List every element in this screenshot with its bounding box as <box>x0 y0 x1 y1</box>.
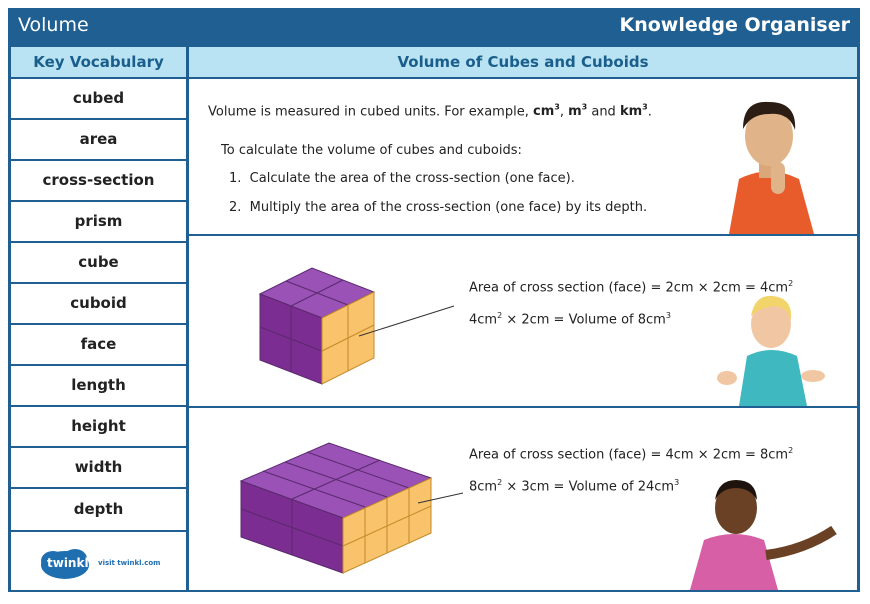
page-title: Volume <box>18 14 89 36</box>
logo-text: twinkl <box>47 556 89 570</box>
step-1: 1. Calculate the area of the cross-section (one face). <box>229 171 575 186</box>
cube-example-section <box>189 236 857 408</box>
example2-line2: $8cm^2 \times 3cm$ = Volume of $24cm^3$ <box>469 478 680 495</box>
presenting-boy-illustration <box>684 470 854 590</box>
vocabulary-heading: Key Vocabulary <box>11 47 186 79</box>
intro-section <box>189 79 857 236</box>
thinking-boy-illustration <box>709 84 829 234</box>
vocab-item-face: face <box>11 325 186 366</box>
intro-text: Volume is measured in cubed units. For example, $cm^3$, $m^3$ and $km^3$. <box>208 103 652 120</box>
title-bar <box>8 8 860 46</box>
vocab-item-width: width <box>11 448 186 489</box>
step-2: 2. Multiply the area of the cross-section (one face) by its depth. <box>229 200 648 215</box>
page-frame <box>8 8 860 592</box>
cuboid-example-section <box>189 408 857 590</box>
vocab-item-cubed: cubed <box>11 79 186 120</box>
vocab-item-prism: prism <box>11 202 186 243</box>
vocab-item-cross-section: cross-section <box>11 161 186 202</box>
twinkl-logo[interactable] <box>11 538 186 590</box>
example2-line1: Area of cross section (face) = $4cm \times 2cm = 8cm^2$ <box>469 446 794 463</box>
vocab-item-cube: cube <box>11 243 186 284</box>
section-heading: Volume of Cubes and Cuboids <box>189 47 857 79</box>
vocab-item-length: length <box>11 366 186 407</box>
vocabulary-sidebar <box>11 47 186 590</box>
calc-heading: To calculate the volume of cubes and cuboids: <box>221 143 522 158</box>
example1-line1: Area of cross section (face) = $2cm \times 2cm = 4cm^2$ <box>469 279 794 296</box>
vocab-item-depth: depth <box>11 489 186 532</box>
vocab-item-area: area <box>11 120 186 161</box>
explaining-girl-illustration <box>709 286 834 406</box>
main-panel <box>189 47 857 590</box>
page-subtitle: Knowledge Organiser <box>619 14 850 36</box>
example1-line2: $4cm^2 \times 2cm$ = Volume of $8cm^3$ <box>469 311 671 328</box>
visit-link[interactable]: visit twinkl.com <box>98 559 161 567</box>
cube-diagram <box>254 266 394 386</box>
vocab-item-height: height <box>11 407 186 448</box>
vocab-item-cuboid: cuboid <box>11 284 186 325</box>
cuboid-diagram <box>233 433 433 583</box>
